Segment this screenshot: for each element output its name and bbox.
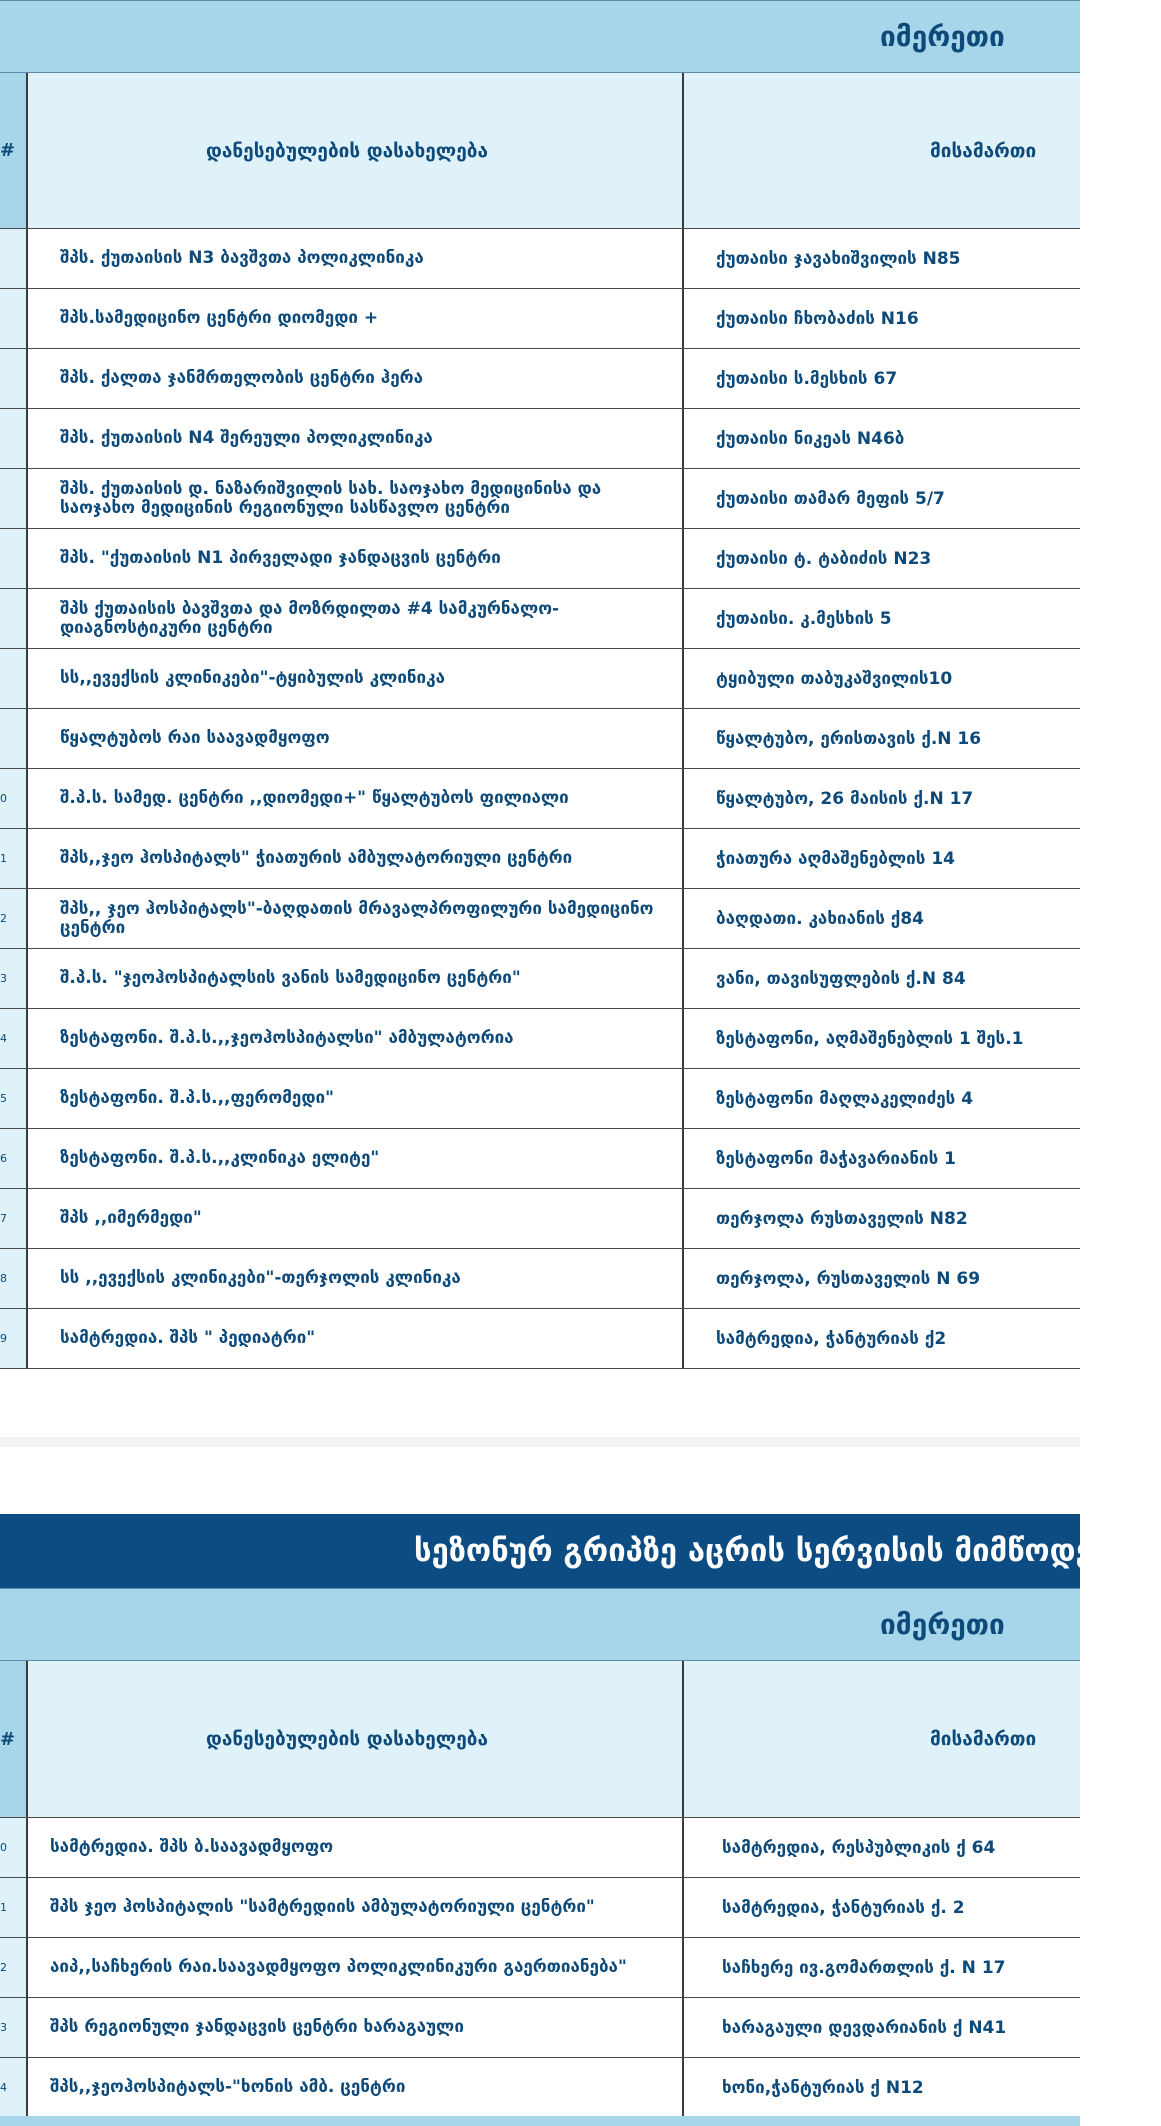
facility-address: სამტრედია, ჭანტურიას ქ. 2 bbox=[722, 1897, 965, 1918]
facility-address: ქუთაისი. კ.მესხის 5 bbox=[716, 608, 892, 629]
name-column-header: დანესებულების დასახელება bbox=[206, 139, 488, 162]
column-divider bbox=[682, 1878, 684, 1937]
column-divider bbox=[682, 1129, 684, 1188]
row-number: 1 bbox=[0, 852, 7, 865]
row-number: 7 bbox=[0, 1212, 7, 1225]
facility-name: შპს,,ჯეო ჰოსპიტალს" ჭიათურის ამბულატორიული ცენტრი bbox=[60, 848, 573, 868]
column-divider bbox=[682, 649, 684, 708]
table-row bbox=[0, 1938, 1080, 1998]
facility-name: შპს. ქუთაისის N3 ბავშვთა პოლიკლინიკა bbox=[60, 248, 424, 268]
row-number-cell bbox=[0, 529, 28, 588]
facility-address: ზესტაფონი მაღლაკელიძეს 4 bbox=[716, 1088, 974, 1109]
facility-address: სამტრედია, რესპუბლიკის ქ 64 bbox=[722, 1837, 996, 1858]
hash-header: # bbox=[0, 1728, 16, 1750]
facility-name: შპს. "ქუთაისის N1 პირველადი ჯანდაცვის ცენტრი bbox=[60, 548, 501, 568]
column-divider bbox=[682, 1998, 684, 2057]
table-row bbox=[0, 409, 1080, 469]
facility-name: ზესტაფონი. შ.პ.ს.,,ჯეოჰოსპიტალსი" ამბულატორია bbox=[60, 1028, 514, 1048]
table-row bbox=[0, 2058, 1080, 2118]
column-divider bbox=[682, 1009, 684, 1068]
table-row bbox=[0, 1069, 1080, 1129]
row-number-cell bbox=[0, 589, 28, 648]
column-divider bbox=[682, 589, 684, 648]
column-divider bbox=[682, 349, 684, 408]
facility-address: სამტრედია, ჭანტურიას ქ2 bbox=[716, 1328, 947, 1349]
address-column-header: მისამართი bbox=[930, 139, 1037, 162]
facility-name: შპს,, ჯეო ჰოსპიტალს"-ბაღდათის მრავალპროფილური სამედიცინო ცენტრი bbox=[60, 898, 654, 938]
row-number: 0 bbox=[0, 1841, 7, 1854]
row-number-cell bbox=[0, 229, 28, 288]
facility-address: ხონი,ჭანტურიას ქ N12 bbox=[722, 2077, 924, 2098]
table-row bbox=[0, 1009, 1080, 1069]
hash-header: # bbox=[0, 140, 16, 161]
row-number: 3 bbox=[0, 972, 7, 985]
column-divider bbox=[682, 73, 684, 228]
facility-address: ქუთაისი ტ. ტაბიძის N23 bbox=[716, 548, 932, 569]
facility-address: ქუთაისი თამარ მეფის 5/7 bbox=[716, 488, 945, 509]
region-band-2 bbox=[0, 1588, 1080, 1661]
region-band bbox=[0, 0, 1080, 73]
row-number-cell bbox=[0, 289, 28, 348]
table-row bbox=[0, 589, 1080, 649]
facility-address: ბაღდათი. კახიანის ქ84 bbox=[716, 908, 924, 929]
row-number: 1 bbox=[0, 1901, 7, 1914]
facility-name: შპს ,,იმერმედი" bbox=[60, 1208, 202, 1228]
banner-title: სეზონურ გრიპზე აცრის სერვისის მიმწოდებელ bbox=[414, 1533, 1161, 1569]
table-row bbox=[0, 1309, 1080, 1369]
facility-name: შპს ჯეო ჰოსპიტალის "სამტრედიის ამბულატორიული ცენტრი" bbox=[50, 1897, 595, 1917]
column-divider bbox=[682, 1938, 684, 1997]
row-number: 8 bbox=[0, 1272, 7, 1285]
facility-name: აიპ,,საჩხერის რაი.საავადმყოფო პოლიკლინიკური გაერთიანება" bbox=[50, 1957, 627, 1977]
column-divider bbox=[682, 229, 684, 288]
column-divider bbox=[682, 1818, 684, 1877]
address-column-header: მისამართი bbox=[930, 1728, 1037, 1750]
table-row bbox=[0, 1878, 1080, 1938]
facility-address: ქუთაისი ჩხობაძის N16 bbox=[716, 308, 919, 329]
row-number: 3 bbox=[0, 2021, 7, 2034]
column-divider bbox=[682, 289, 684, 348]
facility-name: შპს,,ჯეოჰოსპიტალს-"ხონის ამბ. ცენტრი bbox=[50, 2077, 406, 2097]
row-number: 4 bbox=[0, 2081, 7, 2094]
table-row bbox=[0, 529, 1080, 589]
facility-address: წყალტუბო, ერისთავის ქ.N 16 bbox=[716, 728, 982, 749]
table-row bbox=[0, 1818, 1080, 1878]
row-number-cell bbox=[0, 469, 28, 528]
facility-name: სს,,ევექსის კლინიკები"-ტყიბულის კლინიკა bbox=[60, 668, 445, 688]
table-row bbox=[0, 1249, 1080, 1309]
table-row bbox=[0, 229, 1080, 289]
row-number-cell bbox=[0, 709, 28, 768]
facility-address: ქუთაისი ნიკეას N46ბ bbox=[716, 428, 905, 449]
table-row bbox=[0, 1998, 1080, 2058]
facility-name: სამტრედია. შპს ბ.საავადმყოფო bbox=[50, 1837, 334, 1857]
row-number: 2 bbox=[0, 912, 7, 925]
facility-name: შ.პ.ს. სამედ. ცენტრი ,,დიომედი+" წყალტუბოს ფილიალი bbox=[60, 788, 569, 808]
facility-name: შპს. ქუთაისის N4 შერეული პოლიკლინიკა bbox=[60, 428, 433, 448]
facility-address: თერჯოლა, რუსთაველის N 69 bbox=[716, 1268, 981, 1289]
facility-address: ქუთაისი ს.მესხის 67 bbox=[716, 368, 898, 389]
table-row bbox=[0, 469, 1080, 529]
facility-name: შპს. ქალთა ჯანმრთელობის ცენტრი ჰერა bbox=[60, 368, 424, 388]
table-row bbox=[0, 709, 1080, 769]
row-number: 4 bbox=[0, 1032, 7, 1045]
table-row bbox=[0, 289, 1080, 349]
column-divider bbox=[682, 949, 684, 1008]
facility-address: თერჯოლა რუსთაველის N82 bbox=[716, 1208, 968, 1229]
column-divider bbox=[682, 529, 684, 588]
facility-name: ზესტაფონი. შ.პ.ს.,,კლინიკა ელიტე" bbox=[60, 1148, 380, 1168]
table-row bbox=[0, 769, 1080, 829]
facility-name: შპს ქუთაისის ბავშვთა და მოზრდილთა #4 სამკურნალო-დიაგნოსტიკური ცენტრი bbox=[60, 598, 560, 638]
table-header bbox=[0, 73, 1080, 229]
facility-name: წყალტუბოს რაი საავადმყოფო bbox=[60, 728, 330, 748]
row-number-cell bbox=[0, 349, 28, 408]
column-divider bbox=[682, 469, 684, 528]
table-row bbox=[0, 829, 1080, 889]
row-number-cell bbox=[0, 649, 28, 708]
column-divider bbox=[682, 829, 684, 888]
facility-address: ტყიბული თაბუკაშვილის10 bbox=[716, 668, 953, 689]
facility-name: შ.პ.ს. "ჯეოჰოსპიტალსის ვანის სამედიცინო ცენტრი" bbox=[60, 968, 521, 988]
region-title-2: იმერეთი bbox=[880, 1608, 1005, 1641]
table-row bbox=[0, 889, 1080, 949]
table-row bbox=[0, 1189, 1080, 1249]
row-number: 9 bbox=[0, 1332, 7, 1345]
facility-name: შპს. ქუთაისის დ. ნაზარიშვილის სახ. საოჯახო მედიცინისა და საოჯახო მედიცინის რეგიონული სასწავლო ცენტრი bbox=[60, 478, 602, 518]
column-divider bbox=[682, 1661, 684, 1817]
table-row bbox=[0, 949, 1080, 1009]
facility-address: ქუთაისი ჯავახიშვილის N85 bbox=[716, 248, 961, 269]
column-divider bbox=[682, 2058, 684, 2117]
facility-name: შპს რეგიონული ჯანდაცვის ცენტრი ხარაგაული bbox=[50, 2017, 464, 2037]
row-number-cell bbox=[0, 409, 28, 468]
row-number: 2 bbox=[0, 1961, 7, 1974]
column-divider bbox=[682, 1309, 684, 1368]
facility-address: ზესტაფონი მაჭავარიანის 1 bbox=[716, 1148, 957, 1169]
table-row bbox=[0, 649, 1080, 709]
bottom-strip bbox=[0, 2116, 1080, 2126]
facility-name: შპს.სამედიცინო ცენტრი დიომედი + bbox=[60, 308, 379, 328]
column-divider bbox=[682, 1069, 684, 1128]
facility-name: სამტრედია. შპს " პედიატრი" bbox=[60, 1328, 316, 1348]
section-separator bbox=[0, 1437, 1080, 1447]
facility-address: წყალტუბო, 26 მაისის ქ.N 17 bbox=[716, 788, 974, 809]
table-header-2 bbox=[0, 1661, 1080, 1818]
facility-name: ზესტაფონი. შ.პ.ს.,,ფერომედი" bbox=[60, 1088, 334, 1108]
row-number: 6 bbox=[0, 1152, 7, 1165]
column-divider bbox=[682, 409, 684, 468]
column-divider bbox=[682, 889, 684, 948]
table-row bbox=[0, 1129, 1080, 1189]
facility-address: საჩხერე ივ.გომართლის ქ. N 17 bbox=[722, 1957, 1006, 1978]
name-column-header: დანესებულების დასახელება bbox=[206, 1728, 488, 1750]
region-title: იმერეთი bbox=[880, 20, 1005, 53]
facility-address: ხარაგაული დევდარიანის ქ N41 bbox=[722, 2017, 1007, 2038]
column-divider bbox=[682, 1249, 684, 1308]
facility-address: ვანი, თავისუფლების ქ.N 84 bbox=[716, 968, 966, 989]
column-divider bbox=[682, 709, 684, 768]
table-row bbox=[0, 349, 1080, 409]
facility-address: ზესტაფონი, აღმაშენებლის 1 შეს.1 bbox=[716, 1028, 1024, 1049]
column-divider bbox=[682, 1189, 684, 1248]
row-number: 5 bbox=[0, 1092, 7, 1105]
facility-address: ჭიათურა აღმაშენებლის 14 bbox=[716, 848, 955, 869]
column-divider bbox=[682, 769, 684, 828]
facility-name: სს ,,ევექსის კლინიკები"-თერჯოლის კლინიკა bbox=[60, 1268, 461, 1288]
title-banner bbox=[0, 1514, 1161, 1588]
row-number: 0 bbox=[0, 792, 7, 805]
